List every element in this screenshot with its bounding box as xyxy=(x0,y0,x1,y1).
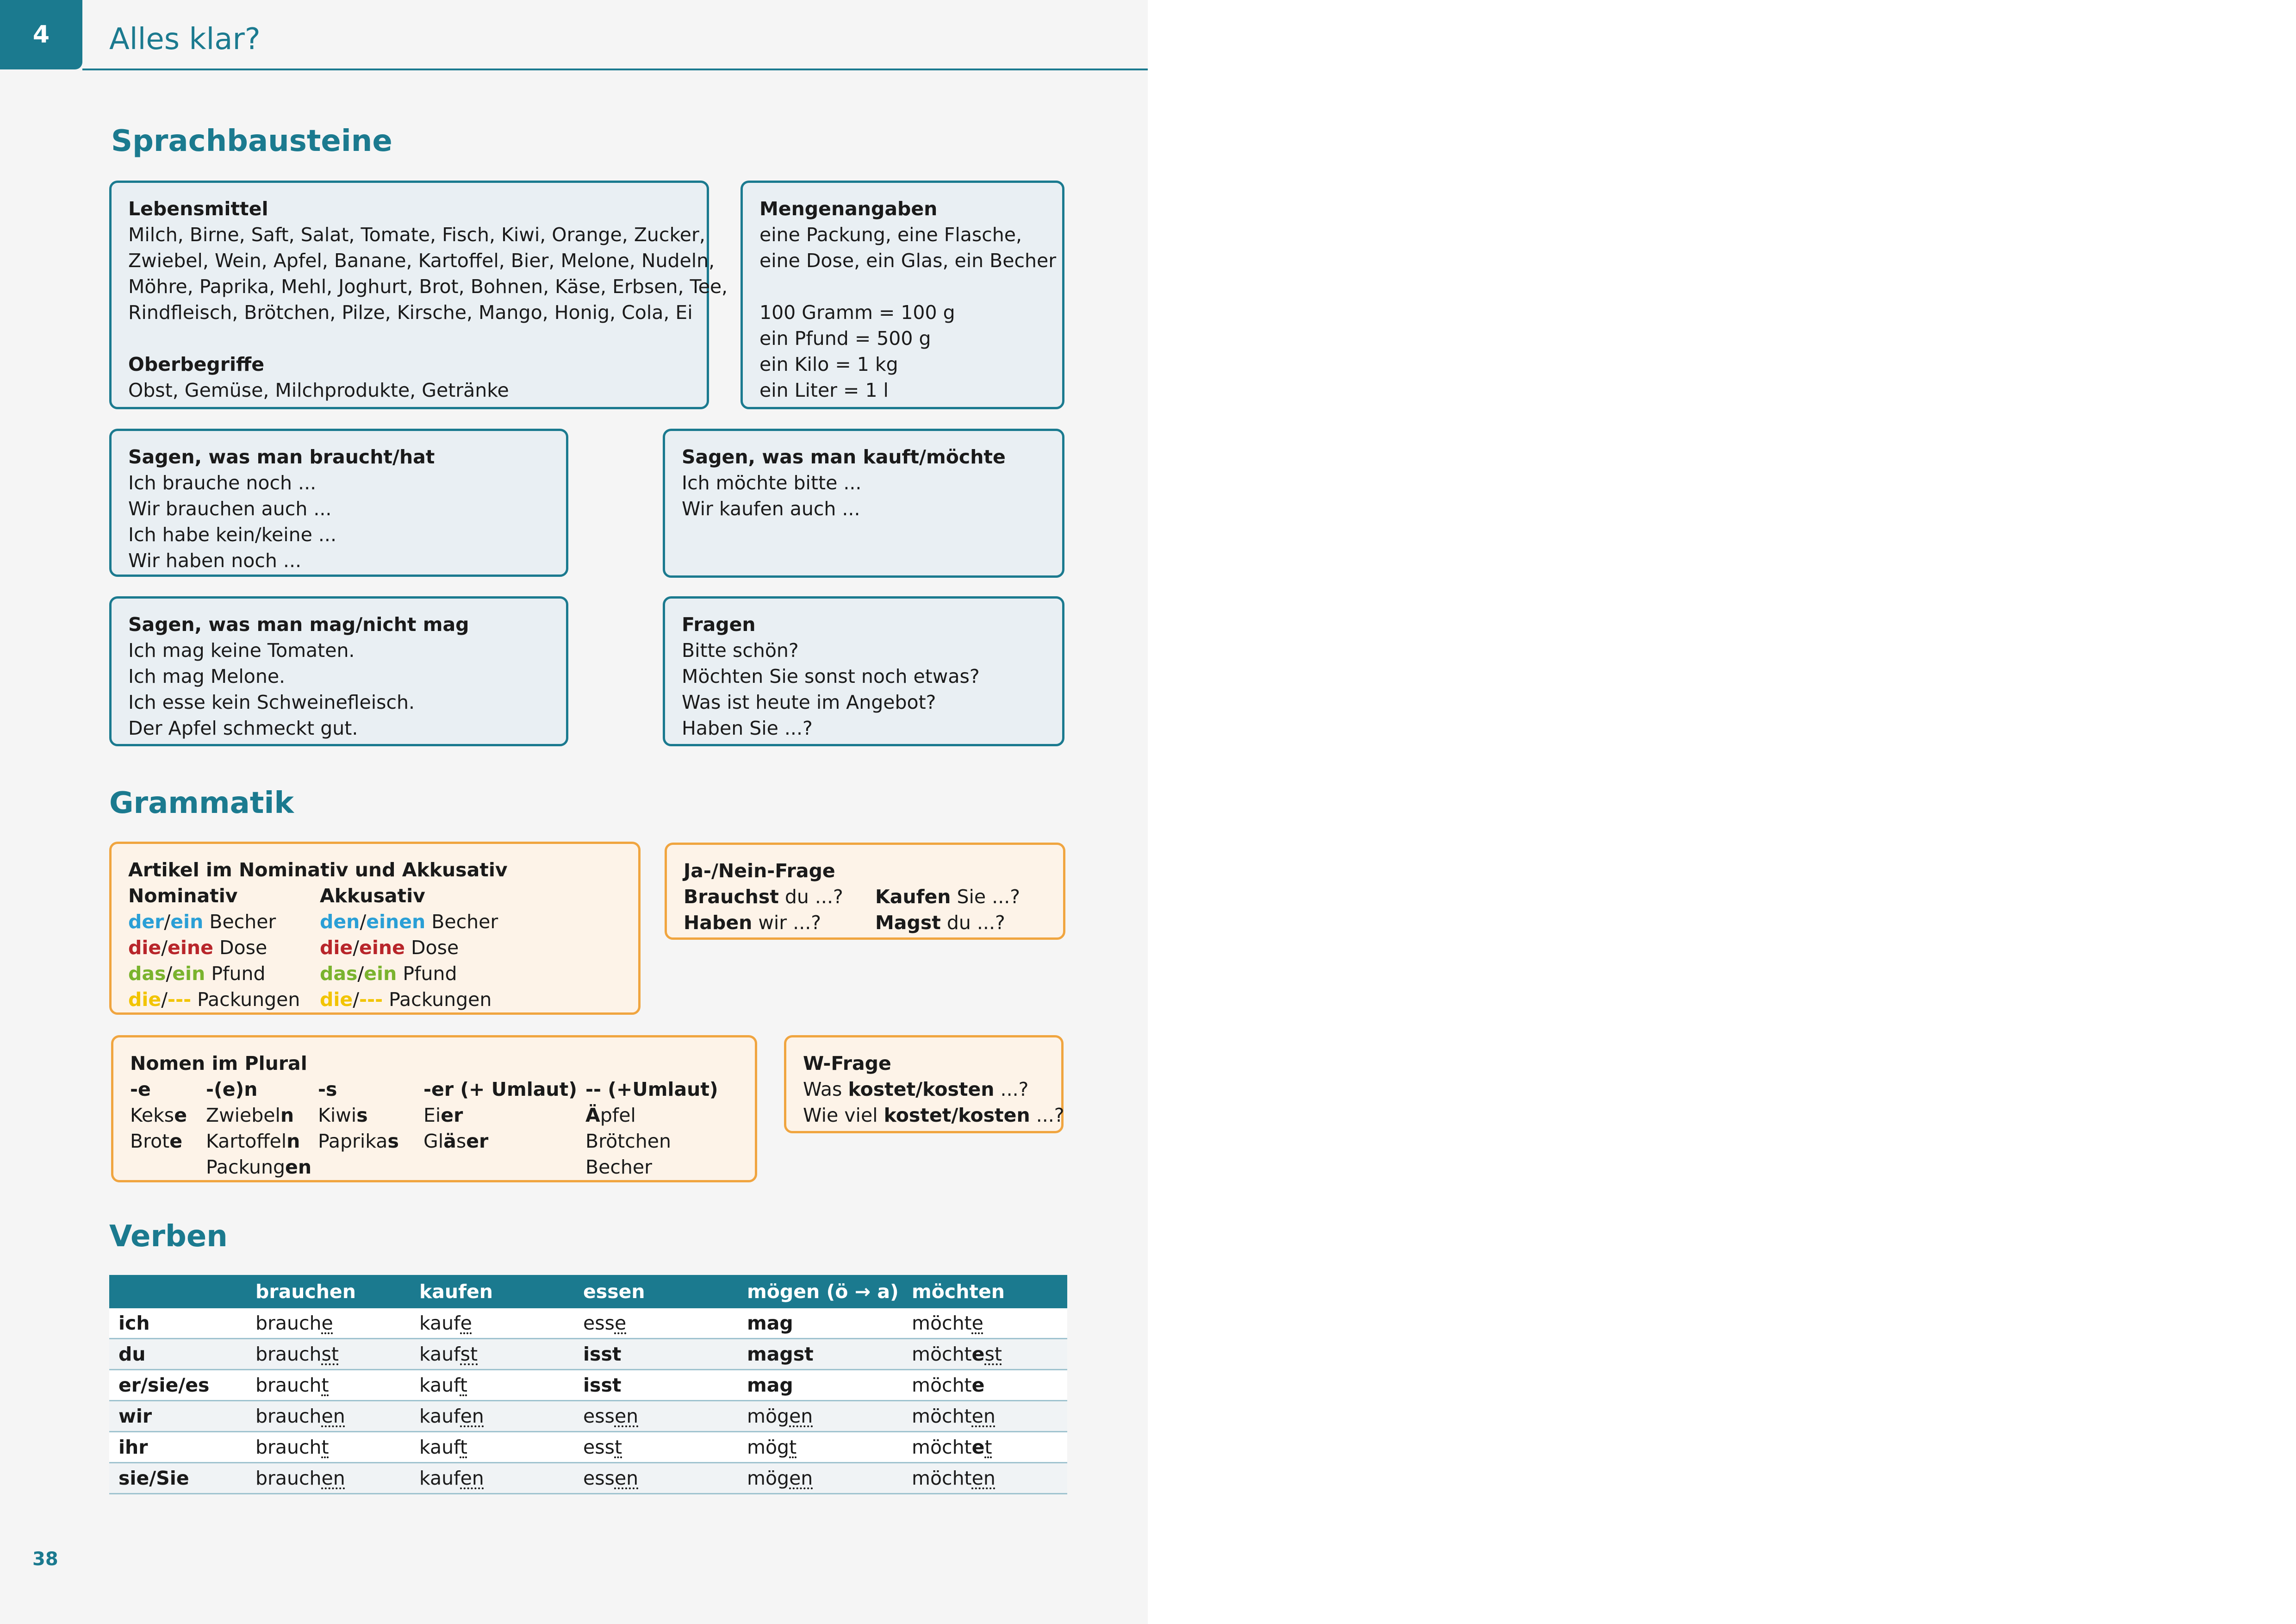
kauft-box xyxy=(663,429,1064,578)
verb-form-cell: kaufen xyxy=(410,1463,574,1494)
verb-form-cell: möchten xyxy=(902,1463,1067,1494)
box-line: Ich mag Melone. xyxy=(128,665,286,687)
verb-column-header: mögen (ö → a) xyxy=(738,1275,902,1308)
verb-form-cell: kauft xyxy=(410,1432,574,1463)
w-question-1: Was kostet/kosten ...? xyxy=(803,1078,1029,1100)
question-rest: du ...? xyxy=(940,912,1005,934)
box-line: eine Dose, ein Glas, ein Becher xyxy=(759,250,1057,272)
question-verb: Magst xyxy=(875,912,941,934)
box-line: Ich möchte bitte ... xyxy=(682,472,862,494)
chapter-title: Alles klar? xyxy=(109,22,261,56)
verb-form-cell: mag xyxy=(738,1370,902,1401)
pronoun-cell: wir xyxy=(109,1401,246,1432)
mengenangaben-box xyxy=(740,181,1064,409)
table-row xyxy=(109,1401,1067,1432)
plural-column-header: -e xyxy=(130,1078,151,1100)
verb-form-cell: essen xyxy=(574,1401,738,1432)
box-line: ein Liter = 1 l xyxy=(759,379,889,401)
nominativ-entry: die/--- Packungen xyxy=(128,988,300,1011)
plural-box xyxy=(111,1035,757,1182)
plural-word: Brötchen xyxy=(585,1130,671,1152)
akkusativ-entry: den/einen Becher xyxy=(320,911,498,933)
plural-column-header: -- (+Umlaut) xyxy=(585,1078,718,1100)
box-title: Nomen im Plural xyxy=(130,1052,307,1074)
plural-word: Becher xyxy=(585,1156,652,1178)
question-verb: Haben xyxy=(684,912,753,934)
box-title: Lebensmittel xyxy=(128,198,268,220)
table-row xyxy=(109,1463,1067,1494)
pronoun-cell: ich xyxy=(109,1308,246,1339)
box-line: Möchten Sie sonst noch etwas? xyxy=(682,665,980,687)
box-line: Was ist heute im Angebot? xyxy=(682,691,936,713)
plural-word: Kekse xyxy=(130,1104,187,1126)
question-example xyxy=(684,884,843,910)
plural-word: Brote xyxy=(130,1130,183,1152)
verb-form-cell: brauchen xyxy=(246,1463,410,1494)
page-number: 38 xyxy=(32,1549,58,1570)
plural-grid xyxy=(130,1076,738,1180)
box-line: Obst, Gemüse, Milchprodukte, Getränke xyxy=(128,379,509,401)
w-frage-box xyxy=(784,1035,1064,1133)
verb-form-cell: mag xyxy=(738,1308,902,1339)
verb-form-cell: brauche xyxy=(246,1308,410,1339)
box-title: Sagen, was man braucht/hat xyxy=(128,446,435,468)
verb-column-header: essen xyxy=(574,1275,738,1308)
col-header-nominativ: Nominativ xyxy=(128,885,238,907)
pronoun-cell: du xyxy=(109,1339,246,1370)
verb-form-cell: brauchst xyxy=(246,1339,410,1370)
verb-form-cell: kauft xyxy=(410,1370,574,1401)
verb-form-cell: esst xyxy=(574,1432,738,1463)
verb-form-cell: isst xyxy=(574,1370,738,1401)
plural-column-header: -(e)n xyxy=(206,1078,258,1100)
section-heading-sprachbausteine: Sprachbausteine xyxy=(111,124,392,158)
fragen-box xyxy=(663,596,1064,746)
plural-word: Paprikas xyxy=(318,1130,399,1152)
verb-form-cell: möchte xyxy=(902,1308,1067,1339)
box-line: Wir haben noch ... xyxy=(128,550,302,572)
verb-column-header: brauchen xyxy=(246,1275,410,1308)
braucht-box xyxy=(109,429,568,577)
pronoun-cell: ihr xyxy=(109,1432,246,1463)
verb-form-cell: braucht xyxy=(246,1432,410,1463)
verb-form-cell: kaufst xyxy=(410,1339,574,1370)
pronoun-cell: er/sie/es xyxy=(109,1370,246,1401)
verb-form-cell: essen xyxy=(574,1463,738,1494)
box-line: Ich brauche noch ... xyxy=(128,472,317,494)
section-heading-grammatik: Grammatik xyxy=(109,786,294,820)
box-line: Milch, Birne, Saft, Salat, Tomate, Fisch, Kiwi, Orange, Zucker, xyxy=(128,224,705,246)
box-line: Rindfleisch, Brötchen, Pilze, Kirsche, Mango, Honig, Cola, Ei xyxy=(128,301,693,324)
box-line: Ich habe kein/keine ... xyxy=(128,524,336,546)
table-row xyxy=(109,1308,1067,1339)
box-line: Ich esse kein Schweinefleisch. xyxy=(128,691,415,713)
question-rest: du ...? xyxy=(778,886,843,908)
akkusativ-entry: die/--- Packungen xyxy=(320,988,492,1011)
plural-word: Gläser xyxy=(423,1130,489,1152)
box-line: Wir brauchen auch ... xyxy=(128,498,332,520)
verb-column-header xyxy=(109,1275,246,1308)
plural-word: Kartoffeln xyxy=(206,1130,300,1152)
verb-form-cell: isst xyxy=(574,1339,738,1370)
w-question-2: Wie viel kostet/kosten ...? xyxy=(803,1104,1064,1126)
ja-nein-frage-box xyxy=(665,843,1065,940)
box-line: 100 Gramm = 100 g xyxy=(759,301,955,324)
nominativ-entry: der/ein Becher xyxy=(128,911,276,933)
verb-form-cell: braucht xyxy=(246,1370,410,1401)
question-verb: Brauchst xyxy=(684,886,779,908)
table-row xyxy=(109,1370,1067,1401)
artikel-grid xyxy=(128,883,622,1012)
verb-column-header: möchten xyxy=(902,1275,1067,1308)
box-line: Haben Sie ...? xyxy=(682,717,813,739)
question-example xyxy=(684,910,821,936)
box-line: ein Kilo = 1 kg xyxy=(759,353,898,375)
plural-word: Eier xyxy=(423,1104,463,1126)
question-example xyxy=(875,910,1005,936)
verb-form-cell: mögen xyxy=(738,1401,902,1432)
question-example xyxy=(875,884,1020,910)
plural-word: Packungen xyxy=(206,1156,312,1178)
ja-nein-grid xyxy=(684,884,1046,936)
box-line: Zwiebel, Wein, Apfel, Banane, Kartoffel, Bier, Melone, Nudeln, xyxy=(128,250,715,272)
verb-form-cell: mögt xyxy=(738,1432,902,1463)
plural-word: Äpfel xyxy=(585,1104,636,1126)
verb-form-cell: möchten xyxy=(902,1401,1067,1432)
nominativ-entry: das/ein Pfund xyxy=(128,962,266,985)
verb-form-cell: möchte xyxy=(902,1370,1067,1401)
box-line: Bitte schön? xyxy=(682,639,799,662)
chapter-number-badge xyxy=(0,0,82,69)
question-rest: wir ...? xyxy=(752,912,821,934)
verb-form-cell: esse xyxy=(574,1308,738,1339)
verb-column-header: kaufen xyxy=(410,1275,574,1308)
col-header-akkusativ: Akkusativ xyxy=(320,885,425,907)
box-title: Artikel im Nominativ und Akkusativ xyxy=(128,859,508,881)
box-title: Ja-/Nein-Frage xyxy=(684,860,835,882)
verb-conjugation-table xyxy=(109,1275,1067,1494)
plural-column-header: -er (+ Umlaut) xyxy=(423,1078,577,1100)
verb-form-cell: mögen xyxy=(738,1463,902,1494)
verb-form-cell: magst xyxy=(738,1339,902,1370)
table-row xyxy=(109,1432,1067,1463)
nominativ-entry: die/eine Dose xyxy=(128,937,268,959)
box-title: W-Frage xyxy=(803,1052,891,1074)
verb-form-cell: kaufen xyxy=(410,1401,574,1432)
box-line: Der Apfel schmeckt gut. xyxy=(128,717,358,739)
verb-form-cell: kaufe xyxy=(410,1308,574,1339)
akkusativ-entry: das/ein Pfund xyxy=(320,962,457,985)
pronoun-cell: sie/Sie xyxy=(109,1463,246,1494)
box-line: Ich mag keine Tomaten. xyxy=(128,639,355,662)
verb-form-cell: möchtet xyxy=(902,1432,1067,1463)
header-rule xyxy=(82,69,1148,70)
question-rest: Sie ...? xyxy=(951,886,1020,908)
box-title: Mengenangaben xyxy=(759,198,938,220)
section-heading-verben: Verben xyxy=(109,1219,228,1254)
box-title: Sagen, was man mag/nicht mag xyxy=(128,613,469,636)
box-line: ein Pfund = 500 g xyxy=(759,327,931,350)
lebensmittel-box xyxy=(109,181,728,409)
box-subtitle: Oberbegriffe xyxy=(128,353,265,375)
plural-column-header: -s xyxy=(318,1078,337,1100)
mag-box xyxy=(109,596,568,746)
question-verb: Kaufen xyxy=(875,886,951,908)
box-line: eine Packung, eine Flasche, xyxy=(759,224,1022,246)
artikel-box xyxy=(109,842,641,1015)
akkusativ-entry: die/eine Dose xyxy=(320,937,459,959)
plural-word: Zwiebeln xyxy=(206,1104,294,1126)
verb-form-cell: möchtest xyxy=(902,1339,1067,1370)
box-title: Fragen xyxy=(682,613,756,636)
box-line: Möhre, Paprika, Mehl, Joghurt, Brot, Bohnen, Käse, Erbsen, Tee, xyxy=(128,275,728,298)
table-row xyxy=(109,1339,1067,1370)
verb-form-cell: brauchen xyxy=(246,1401,410,1432)
box-title: Sagen, was man kauft/möchte xyxy=(682,446,1006,468)
plural-word: Kiwis xyxy=(318,1104,368,1126)
box-line: Wir kaufen auch ... xyxy=(682,498,860,520)
chapter-number: 4 xyxy=(32,21,50,49)
